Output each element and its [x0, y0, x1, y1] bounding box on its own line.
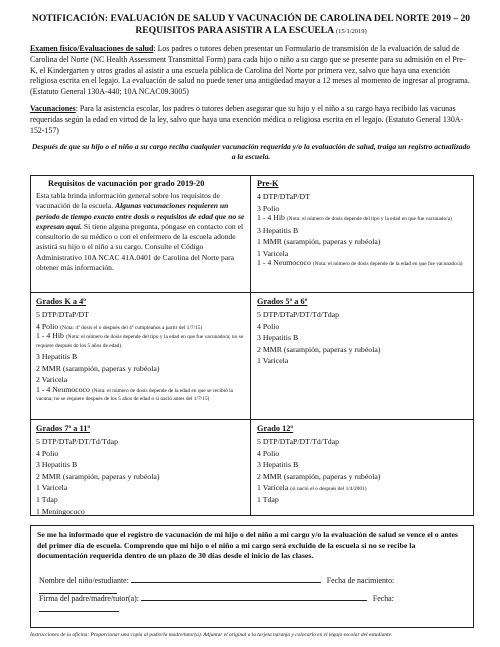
vaccine-item: 3 Hepatitis B	[257, 333, 299, 343]
vaccine-item: 5 DTP/DTaP/DT	[36, 310, 89, 319]
vaccine-item: 1 - 4 Hib (Nota: el número de dosis depende del tipo y la edad en que fue vacunado/a; no se requiere después de los 5 años de edad).	[36, 331, 244, 349]
vaccine-item: 3 Hepatitis B	[36, 352, 78, 362]
document-title	[30, 13, 472, 37]
exam-paragraph	[30, 44, 472, 98]
vaccines-paragraph	[30, 104, 472, 136]
vaccine-item: 1 Meningococo	[36, 506, 85, 516]
vaccine-item: 2 MMR (sarampión, paperas y rubéola)	[257, 344, 381, 354]
child-name-label: Nombre del niño/estudiante:	[39, 576, 129, 585]
vaccine-list-7-11	[36, 436, 245, 517]
grade-cell-k4	[31, 294, 250, 419]
requirements-title: Requisitos de vacunación por grado 2019-20	[48, 179, 205, 188]
office-instructions: Instrucciones de la oficina: Proporcionar una copia al padre/la madre/tutor(a). Adjuntar el original a la tarjeta naranja y colocarlo en el legajo escolar del estudiante.	[30, 632, 393, 638]
acknowledgement-statement: Se me ha informado que el registro de vacunación de mi hijo o del niño a mi cargo y/o la evaluación de salud se vence el o antes del primer día de escuela. Comprendo que mi hijo o el niño a mi cargo será excluido de la escuela si no se recibe la documentación requerida dentro de un plazo de 30 días desde el inicio de las clases.	[37, 530, 458, 560]
grade-title-k4: Grados K a 4º	[36, 297, 86, 306]
parent-signature-label: Firma del padre/madre/tutor(a):	[39, 594, 139, 603]
grade-cell-12	[252, 421, 473, 515]
vaccine-item: 3 Hepatitis B	[257, 460, 299, 470]
vaccine-item: 4 DTP/DTaP/DT	[257, 192, 310, 201]
parent-signature-field[interactable]	[141, 592, 367, 601]
vaccine-item: 4 Polio	[257, 321, 280, 331]
requirements-intro: Esta tabla brinda información general sobre los requisitos de vacunación de la escuela. Algunas vacunaciones requieren un período de tiempo exacto entre dosis o requisitos de edad que no se expresan aquí. Si tiene alguna pregunta, póngase en contacto con el consultorio de su médico o con el enfermero de la escuela adonde asistirá su hijo o el niño a su cargo. Consulte el Código Administrativo 10A NCAC 41A.0401 de Carolina del Norte para obtener más información.	[36, 191, 245, 273]
exam-heading: Examen físico/Evaluaciones de salud	[30, 44, 154, 53]
vaccine-list-prek	[257, 191, 468, 268]
revision-date: (15/1/2019)	[335, 27, 367, 35]
vaccine-item: 3 Polio	[257, 203, 280, 213]
grade-cell-5-6	[252, 294, 473, 419]
vaccine-item: 1 Varicela	[257, 248, 289, 258]
vaccine-item: 3 Hepatitis B	[257, 225, 299, 235]
title-line-2: REQUISITOS PARA ASISTIR A LA ESCUELA	[135, 24, 334, 36]
signature-box	[30, 525, 474, 628]
vaccine-item: 1 Varicela	[36, 483, 68, 493]
vaccine-item: 1 Tdap	[36, 494, 58, 504]
vaccine-item: 4 Polio (Nota: 4º dosis el o después del 4º cumpleaños a partir del 1/7/15)	[36, 321, 203, 331]
grade-title-5-6: Grados 5º a 6º	[257, 297, 308, 306]
vaccine-item: 1 - 4 Neumococo (Nota: el número de dosis depende de la edad en que fue vacunado/a)	[257, 258, 463, 268]
vaccine-item: 5 DTP/DTaP/DT/Td/Tdap	[257, 437, 339, 446]
vaccine-item: 2 MMR (sarampión, paperas y rubéola)	[36, 363, 160, 373]
grade-cell-7-11	[31, 421, 250, 515]
vaccine-item: 4 Polio	[257, 448, 280, 458]
grade-title-12: Grado 12º	[257, 424, 294, 433]
vaccine-item: 1 MMR (sarampión, paperas y rubéola)	[257, 237, 381, 247]
after-vaccination-note: Después de que su hijo o el niño a su cargo reciba cualquier vacunación requerida y/o la evaluación de salud, traiga un registro actualizado a la escuela.	[31, 142, 471, 162]
vaccine-item: 2 MMR (sarampión, paperas y rubéola)	[257, 471, 381, 481]
vaccine-item: 1 Varicela (si nació el o después del 1/4/2001)	[257, 483, 367, 493]
vaccine-item: 1 Varicela	[257, 356, 289, 366]
grade-title-prek: Pre-K	[257, 179, 279, 188]
vaccine-item: 5 DTP/DTaP/DT/Td/Tdap	[257, 310, 339, 319]
vaccine-list-k4	[36, 309, 245, 403]
exam-text: : Los padres o tutores deben presentar un Formulario de transmisión de la evaluación de salud de Carolina del Norte (NC Health Assessment Transmittal Form) para cada hijo o niño a su cargo que se presente para su admisión en el Pre-K, el Kindergarten y otros grados al asistir a una escuela pública de Carolina del Norte por primera vez, salvo que haya una exención religiosa escrita en el legajo. La evaluación de salud no puede tener una antigüedad mayor a 12 meses al momento de ingresar al programa. (Estatuto General 130A-440; 10A NCAC09.3005)	[30, 44, 470, 97]
vaccine-item: 3 Hepatitis B	[36, 460, 78, 470]
vaccine-item: 2 Varicela	[36, 375, 68, 385]
child-name-field[interactable]	[131, 574, 321, 583]
vaccine-list-5-6	[257, 309, 468, 367]
grade-title-7-11: Grados 7º a 11º	[36, 424, 91, 433]
vaccine-item: 4 Polio	[36, 448, 59, 458]
vaccine-list-12	[257, 436, 468, 506]
parent-row	[39, 592, 473, 614]
vaccines-heading: Vacunaciones	[30, 103, 76, 113]
vaccine-item: 2 MMR (sarampión, paperas y rubéola)	[36, 471, 160, 481]
dob-label: Fecha de nacimiento:	[326, 576, 395, 585]
requirements-table	[30, 175, 474, 516]
requirements-intro-cell	[31, 176, 250, 292]
vaccines-text: : Para la asistencia escolar, los padres o tutores deben asegurar que su hijo y el niño a su cargo haya recibido las vacunas requeridas según la edad en virtud de la ley, salvo que haya una exención médica o religiosa escrita en el legajo. (Estatuto General 130A-152-157)	[30, 103, 464, 135]
vaccine-item: 1 - 4 Neumococo (Nota: el número de dosis depende de la edad en que se recibió la vacuna; no se requiere después de los 5 años de edad o si nació antes del 1/7/15)	[36, 384, 234, 403]
vaccine-item: 1 - 4 Hib (Nota: el número de dosis depende del tipo y la edad en que fue vacunado/a)	[257, 213, 452, 223]
date-field[interactable]	[39, 603, 119, 612]
title-line-1: NOTIFICACIÓN: EVALUACIÓN DE SALUD Y VACUNACIÓN DE CAROLINA DEL NORTE 2019 – 20	[31, 13, 471, 24]
date-label: Fecha:	[372, 594, 394, 603]
vaccine-item: 1 Tdap	[257, 494, 279, 504]
grade-cell-prek	[252, 176, 473, 292]
vaccine-item: 5 DTP/DTaP/DT/Td/Tdap	[36, 437, 118, 446]
